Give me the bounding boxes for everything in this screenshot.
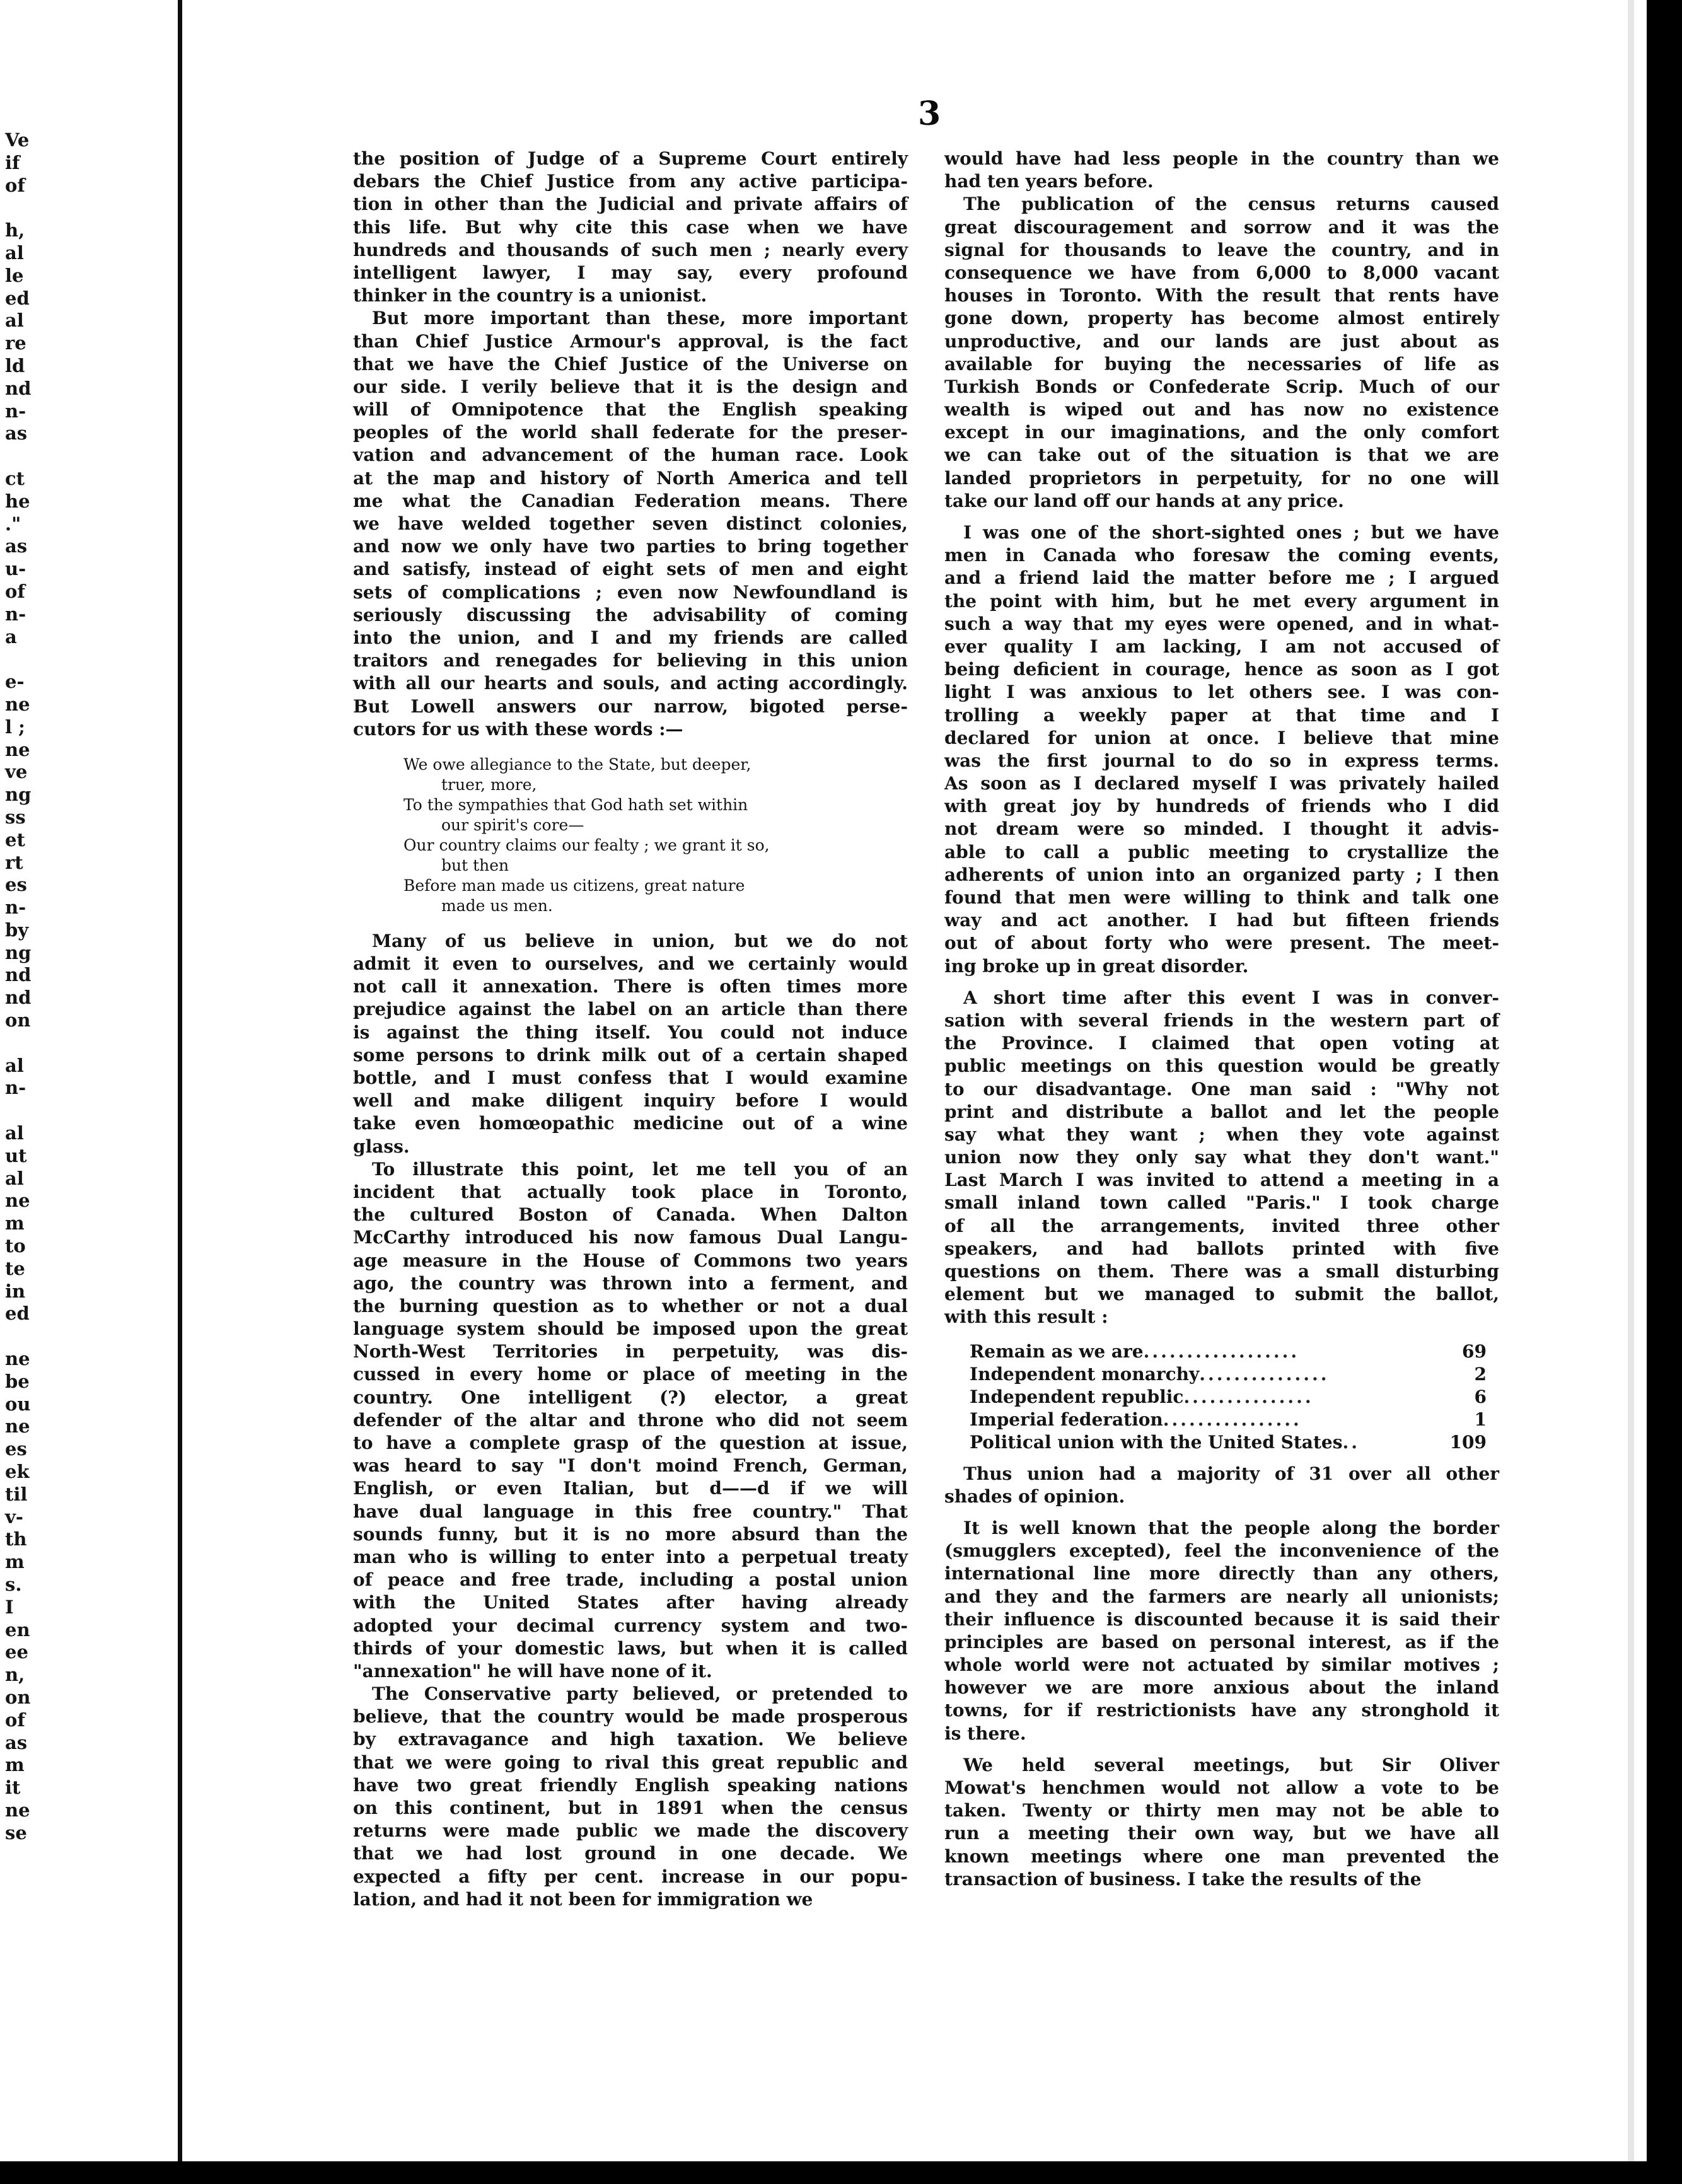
ballot-row <box>970 1409 1487 1431</box>
ballot-row <box>970 1340 1487 1363</box>
ballot-option-label: Imperial federation <box>970 1409 1163 1430</box>
text-line: is there. <box>944 1722 1026 1744</box>
text-line: towns, for if restrictionists have any stronghold it <box>944 1700 1499 1721</box>
fragment-text: ne <box>5 1415 30 1438</box>
fragment-text: te <box>5 1257 25 1279</box>
text-line: and now we only have two parties to bring together <box>353 536 908 557</box>
ballot-row <box>970 1363 1487 1386</box>
fragment-text: ld <box>5 354 25 376</box>
verse-line: truer, more, <box>441 775 537 794</box>
text-line: however we are more anxious about the inland <box>944 1677 1499 1699</box>
text-line: able to call a public meeting to crystallize the <box>944 841 1499 863</box>
fragment-text <box>5 1032 169 1055</box>
text-line: well and make diligent inquiry before I would <box>353 1090 908 1112</box>
paragraph <box>944 1517 1499 1745</box>
paragraph-gap <box>944 1745 1499 1754</box>
fragment-text: et <box>5 828 25 851</box>
text-line: not call it annexation. There is often times more <box>353 976 908 997</box>
text-line: union now they only say what they don't want." <box>944 1147 1499 1168</box>
paragraph <box>944 148 1499 193</box>
text-line: on this continent, but in 1891 when the census <box>353 1798 908 1818</box>
text-line: sounds funny, but it is no more absurd than the <box>353 1523 908 1545</box>
ballot-row <box>970 1431 1487 1454</box>
fragment-text: ut <box>5 1144 27 1166</box>
text-line: believe, that the country would be made prosperous <box>353 1706 908 1728</box>
text-line: the point with him, but he met every argument in <box>944 590 1499 612</box>
verse-line: made us men. <box>441 896 553 915</box>
ballot-results-table <box>970 1340 1487 1454</box>
text-line: taken. Twenty or thirty men may not be able to <box>944 1800 1499 1821</box>
fragment-text: ng <box>5 784 32 806</box>
fragment-text: se <box>5 1821 27 1844</box>
ballot-leader-dots: ............... <box>1199 1363 1330 1385</box>
fragment-text: ne <box>5 693 30 715</box>
ballot-option-label: Independent monarchy <box>970 1363 1200 1385</box>
fragment-text: ee <box>5 1641 28 1663</box>
text-line: had ten years before. <box>944 171 1154 192</box>
text-line: element but we managed to submit the ballot, <box>944 1284 1499 1305</box>
fragment-text: of <box>5 174 25 196</box>
text-line: principles are based on personal interest, as if the <box>944 1631 1499 1653</box>
fragment-text: he <box>5 490 30 512</box>
text-line: international line more directly than any others, <box>944 1563 1499 1584</box>
fragment-text <box>5 648 169 671</box>
text-line: is against the thing itself. You could not induce <box>353 1021 908 1043</box>
text-line: their influence is discounted because it is said their <box>944 1608 1499 1630</box>
ballot-vote-count: 2 <box>1474 1363 1487 1385</box>
ballot-leader-dots: ................ <box>1163 1409 1302 1430</box>
text-line: ever quality I am lacking, I am not accused of <box>944 636 1499 657</box>
text-line: whole world were not actuated by similar motives ; <box>944 1654 1499 1676</box>
fragment-text <box>5 1100 169 1122</box>
fragment-text: if <box>5 151 20 173</box>
fragment-text: it <box>5 1777 21 1799</box>
text-line: peoples of the world shall federate for the preser- <box>353 422 908 443</box>
text-line: North-West Territories in perpetuity, was dis- <box>353 1341 908 1362</box>
verse-line: Our country claims our fealty ; we grant it so, <box>403 835 770 854</box>
text-line: take our land off our hands at any price. <box>944 490 1344 511</box>
text-line: The publication of the census returns caused <box>963 194 1499 215</box>
text-line: unproductive, and our lands are just about as <box>944 330 1499 352</box>
fragment-text: th <box>5 1528 27 1550</box>
text-line: we have welded together seven distinct colonies, <box>353 513 908 534</box>
text-line: say what they want ; when they vote against <box>944 1124 1499 1145</box>
text-line: language system should be imposed upon the great <box>353 1318 908 1340</box>
paragraph <box>944 193 1499 513</box>
text-line: into the union, and I and my friends are called <box>353 627 908 648</box>
ballot-row <box>970 1386 1487 1409</box>
text-line: we can take out of the situation is that we are <box>944 444 1499 466</box>
text-line: that we were going to rival this great republic and <box>353 1751 908 1773</box>
fragment-text: s. <box>5 1574 22 1595</box>
fragment-text: I <box>5 1596 14 1618</box>
text-line: debars the Chief Justice from any active participa- <box>353 171 908 192</box>
fragment-text: ed <box>5 1303 30 1325</box>
paragraph <box>353 1683 908 1911</box>
fragment-text: as <box>5 422 28 444</box>
fragment-text: e- <box>5 671 25 693</box>
ballot-option-label: Remain as we are <box>970 1340 1144 1362</box>
text-line: The Conservative party believed, or pretended to <box>372 1683 908 1705</box>
text-line: intelligent lawyer, I may say, every profound <box>353 262 908 283</box>
text-line: landed proprietors in perpetuity, for no one will <box>944 467 1499 489</box>
right-text-column <box>944 148 1499 1891</box>
fragment-text: n- <box>5 400 26 422</box>
ballot-vote-count: 1 <box>1474 1409 1487 1430</box>
text-line: run a meeting their own way, but we have all <box>944 1823 1499 1844</box>
verse-line: our spirit's core— <box>441 815 584 834</box>
text-line: public meetings on this question would be greatly <box>944 1055 1499 1077</box>
text-line: light I was anxious to let others see. I was con- <box>944 682 1499 703</box>
fragment-text: on <box>5 1009 31 1031</box>
text-line: with all our hearts and souls, and acting accordingly. <box>353 673 908 694</box>
text-line: speakers, and had ballots printed with five <box>944 1238 1499 1259</box>
paragraph <box>944 1754 1499 1891</box>
fragment-text: nd <box>5 964 32 986</box>
text-line: being deficient in courage, hence as soon as I got <box>944 659 1499 680</box>
fragment-text: on <box>5 1686 31 1708</box>
fragment-text: m <box>5 1754 25 1776</box>
text-line: that we have the Chief Justice of the Universe on <box>353 353 908 375</box>
paragraph <box>353 930 908 1158</box>
fragment-text: n- <box>5 1077 26 1099</box>
text-line: the burning question as to whether or not a dual <box>353 1295 908 1316</box>
text-line: will of Omnipotence that the English speaking <box>353 399 908 421</box>
text-line: of all the arrangements, invited three other <box>944 1215 1499 1236</box>
fragment-text: m <box>5 1551 25 1573</box>
text-line: available for buying the necessaries of life as <box>944 353 1499 375</box>
text-line: adopted your decimal currency system and two- <box>353 1615 908 1636</box>
text-line: to our disadvantage. One man said : "Why not <box>944 1078 1499 1100</box>
text-line: (smugglers excepted), feel the inconvenience of the <box>944 1540 1499 1562</box>
text-line: great discouragement and sorrow and it was the <box>944 216 1499 238</box>
text-line: our side. I verily believe that it is the design and <box>353 376 908 397</box>
fragment-text: l ; <box>5 716 25 738</box>
text-line: returns were made public we made the discovery <box>353 1820 908 1842</box>
text-line: expected a fifty per cent. increase in our popu- <box>353 1866 908 1887</box>
previous-page-strip <box>0 0 177 2184</box>
fragment-text: al <box>5 1122 24 1144</box>
fragment-text <box>5 445 169 468</box>
paragraph <box>944 987 1499 1329</box>
text-line: the cultured Boston of Canada. When Dalton <box>353 1204 908 1226</box>
text-line: shades of opinion. <box>944 1485 1125 1507</box>
fragment-text: v- <box>5 1506 23 1528</box>
fragment-text: ne <box>5 1799 30 1821</box>
text-line: with the United States after having already <box>353 1592 908 1613</box>
text-line: I was one of the short-sighted ones ; but we have <box>963 522 1499 543</box>
paragraph-gap <box>944 1508 1499 1517</box>
paragraph-gap <box>944 513 1499 521</box>
fragment-text: le <box>5 264 24 286</box>
text-line: seriously discussing the advisability of coming <box>353 604 908 625</box>
paragraph <box>353 1158 908 1683</box>
fragment-text: ng <box>5 941 32 963</box>
text-line: incident that actually took place in Toronto, <box>353 1181 908 1202</box>
fragment-text: ct <box>5 467 25 489</box>
paragraph-gap <box>944 978 1499 987</box>
ballot-leader-dots: .. <box>1342 1431 1360 1453</box>
text-line: lation, and had it not been for immigration we <box>353 1888 813 1910</box>
fragment-text: til <box>5 1483 28 1505</box>
ballot-option-label: Independent republic <box>970 1386 1184 1407</box>
text-line: trolling a weekly paper at that time and I <box>944 704 1499 726</box>
text-line: consequence we have from 6,000 to 8,000 vacant <box>944 262 1499 283</box>
paragraph <box>353 307 908 741</box>
fragment-text: ek <box>5 1461 30 1483</box>
fragment-text <box>5 1325 169 1348</box>
text-line: transaction of business. I take the results of the <box>944 1868 1422 1890</box>
text-line: It is well known that the people along the border <box>963 1517 1499 1538</box>
text-line: small inland town called "Paris." I took charge <box>944 1192 1499 1214</box>
ballot-vote-count: 6 <box>1474 1386 1487 1407</box>
text-line: country. One intelligent (?) elector, a great <box>353 1386 908 1408</box>
fragment-text: a <box>5 625 17 648</box>
text-line: bottle, and I must confess that I would examine <box>353 1067 908 1088</box>
text-line: at the map and history of North America and tell <box>353 467 908 489</box>
text-line: traitors and renegades for believing in this union <box>353 650 908 671</box>
fragment-text: n- <box>5 603 26 625</box>
text-line: that we had lost ground in one decade. We <box>353 1843 908 1864</box>
verse-line: but then <box>441 856 509 874</box>
text-line: Mowat's henchmen would not allow a vote to be <box>944 1777 1499 1798</box>
text-line: such a way that my eyes were opened, and in what- <box>944 613 1499 634</box>
text-line: men in Canada who foresaw the coming events, <box>944 545 1499 566</box>
verse-line: Before man made us citizens, great nature <box>403 876 745 895</box>
text-line: was heard to say "I don't moind French, German, <box>353 1455 908 1477</box>
text-line: Turkish Bonds or Confederate Scrip. Much of our <box>944 376 1499 397</box>
previous-page-fragments <box>5 129 169 1845</box>
fragment-text: ve <box>5 761 28 783</box>
page-gutter-line <box>178 0 182 2184</box>
fragment-text: ss <box>5 806 26 828</box>
ballot-leader-dots: ............... <box>1183 1386 1314 1407</box>
text-line: questions on them. There was a small disturbing <box>944 1261 1499 1282</box>
fragment-text: m <box>5 1212 25 1234</box>
left-text-column <box>353 148 908 1911</box>
text-line: houses in Toronto. With the result that rents have <box>944 285 1499 306</box>
text-line: wealth is wiped out and has now no existence <box>944 399 1499 421</box>
text-line: the position of Judge of a Supreme Court entirely <box>353 148 908 169</box>
text-line: not dream were so minded. I thought it advis- <box>944 818 1499 840</box>
ballot-vote-count: 69 <box>1462 1340 1487 1362</box>
text-line: "annexation" he will have none of it. <box>353 1660 712 1682</box>
scan-border-bottom <box>0 2161 1682 2184</box>
fragment-text: n- <box>5 897 26 919</box>
text-line: print and distribute a ballot and let the people <box>944 1101 1499 1122</box>
text-line: But more important than these, more important <box>372 308 908 329</box>
fragment-text: en <box>5 1618 30 1641</box>
paragraph <box>353 148 908 307</box>
verse-line: We owe allegiance to the State, but deeper, <box>403 755 751 774</box>
text-line: gone down, property has become almost entirely <box>944 308 1499 329</box>
ballot-option-label: Political union with the United States <box>970 1431 1343 1453</box>
fragment-text: al <box>5 1167 24 1189</box>
text-line: Thus union had a majority of 31 over all other <box>963 1463 1499 1484</box>
text-line: known meetings where one man prevented the <box>944 1845 1499 1867</box>
fragment-text: ed <box>5 287 30 309</box>
text-line: found that men were willing to think and talk one <box>944 887 1499 908</box>
fragment-text: as <box>5 535 28 557</box>
scan-border-right <box>1647 0 1682 2184</box>
ballot-leader-dots: .................. <box>1143 1340 1300 1362</box>
text-line: sation with several friends in the western part of <box>944 1009 1499 1031</box>
text-line: the Province. I claimed that open voting at <box>944 1033 1499 1054</box>
fragment-text: nd <box>5 377 32 399</box>
fragment-text: ne <box>5 1190 30 1212</box>
text-line: way and act another. I had but fifteen friends <box>944 910 1499 931</box>
text-line: than Chief Justice Armour's approval, is the fact <box>353 330 908 352</box>
text-line: of peace and free trade, including a postal union <box>353 1569 908 1591</box>
text-line: A short time after this event I was in conver- <box>963 987 1499 1008</box>
fragment-text: es <box>5 1438 27 1460</box>
text-line: declared for union at once. I believe that mine <box>944 727 1499 748</box>
text-line: vation and advancement of the human race. Look <box>353 444 908 466</box>
text-line: cussed in every home or place of meeting in the <box>353 1364 908 1385</box>
text-line: some persons to drink milk out of a certain shaped <box>353 1044 908 1066</box>
text-line: Many of us believe in union, but we do not <box>372 930 908 951</box>
fragment-text: ne <box>5 1348 30 1370</box>
text-line: except in our imaginations, and the only comfort <box>944 422 1499 443</box>
text-line: ago, the country was thrown into a ferment, and <box>353 1272 908 1294</box>
page-right-edge <box>1628 0 1634 2184</box>
fragment-text: ." <box>5 513 21 535</box>
text-line: have two great friendly English speaking nations <box>353 1774 908 1796</box>
text-line: cutors for us with these words :— <box>353 718 683 740</box>
paragraph <box>944 521 1499 978</box>
text-line: signal for thousands to leave the country, and in <box>944 239 1499 260</box>
text-line: out of about forty who were present. The meet- <box>944 932 1499 954</box>
fragment-text: n, <box>5 1664 25 1686</box>
text-line: To illustrate this point, let me tell you of an <box>372 1158 908 1180</box>
text-line: McCarthy introduced his now famous Dual Langu- <box>353 1227 908 1248</box>
text-line: would have had less people in the country than we <box>944 148 1499 169</box>
text-line: ing broke up in great disorder. <box>944 955 1249 977</box>
fragment-text: nd <box>5 987 32 1009</box>
fragment-text: ou <box>5 1393 31 1415</box>
fragment-text: al <box>5 1054 24 1076</box>
fragment-text: as <box>5 1731 28 1753</box>
text-line: and a friend laid the matter before me ; I argued <box>944 567 1499 589</box>
ballot-vote-count: 109 <box>1449 1431 1487 1453</box>
text-line: glass. <box>353 1136 410 1157</box>
text-line: English, or even Italian, but d——d if we will <box>353 1478 908 1499</box>
fragment-text: ne <box>5 738 30 760</box>
fragment-text: u- <box>5 558 26 580</box>
fragment-text: to <box>5 1235 26 1257</box>
text-line: by extravagance and high taxation. We believe <box>353 1729 908 1750</box>
text-line: me what the Canadian Federation means. There <box>353 490 908 511</box>
fragment-text: re <box>5 332 26 354</box>
page-number: 3 <box>918 95 941 133</box>
fragment-text: es <box>5 874 27 896</box>
fragment-text: by <box>5 919 29 941</box>
text-line: this life. But why cite this case when we have <box>353 216 908 238</box>
verse-line: To the sympathies that God hath set within <box>403 795 748 814</box>
text-line: adherents of union into an organized party ; I then <box>944 864 1499 885</box>
verse-quote <box>403 755 908 916</box>
text-line: thirds of your domestic laws, but when it is called <box>353 1637 908 1659</box>
fragment-text: of <box>5 580 25 602</box>
text-line: sets of complications ; even now Newfoundland is <box>353 581 908 603</box>
text-line: tion in other than the Judicial and private affairs of <box>353 194 908 215</box>
text-line: hundreds and thousands of such men ; nearly every <box>353 239 908 260</box>
fragment-text: rt <box>5 851 23 873</box>
text-line: age measure in the House of Commons two years <box>353 1250 908 1271</box>
text-line: was the first journal to do so in express terms. <box>944 750 1499 771</box>
fragment-text: Ve <box>5 129 30 151</box>
text-line: But Lowell answers our narrow, bigoted perse- <box>353 695 908 717</box>
text-line: We held several meetings, but Sir Oliver <box>963 1754 1499 1775</box>
fragment-text: in <box>5 1280 26 1302</box>
text-line: admit it even to ourselves, and we certainly would <box>353 953 908 975</box>
text-line: with great joy by hundreds of friends who I did <box>944 796 1499 817</box>
fragment-text <box>5 197 169 219</box>
text-line: take even homœopathic medicine out of a wine <box>353 1113 908 1134</box>
text-line: and satisfy, instead of eight sets of men and eight <box>353 559 908 580</box>
text-line: and they and the farmers are nearly all unionists; <box>944 1586 1499 1607</box>
text-line: thinker in the country is a unionist. <box>353 285 707 306</box>
text-line: have dual language in this free country." That <box>353 1501 908 1522</box>
text-line: to have a complete grasp of the question at issue, <box>353 1432 908 1453</box>
paragraph <box>944 1463 1499 1508</box>
text-line: with this result : <box>944 1306 1108 1328</box>
fragment-text: be <box>5 1370 30 1392</box>
text-line: defender of the altar and throne who did not seem <box>353 1409 908 1431</box>
text-line: As soon as I declared myself I was privately hailed <box>944 773 1499 794</box>
fragment-text: h, <box>5 219 25 241</box>
text-line: Last March I was invited to attend a meeting in a <box>944 1170 1499 1191</box>
fragment-text: of <box>5 1709 25 1731</box>
text-line: man who is willing to enter into a perpetual treaty <box>353 1546 908 1567</box>
fragment-text: al <box>5 310 24 332</box>
text-line: prejudice against the label on an article than there <box>353 999 908 1020</box>
fragment-text: al <box>5 241 24 264</box>
